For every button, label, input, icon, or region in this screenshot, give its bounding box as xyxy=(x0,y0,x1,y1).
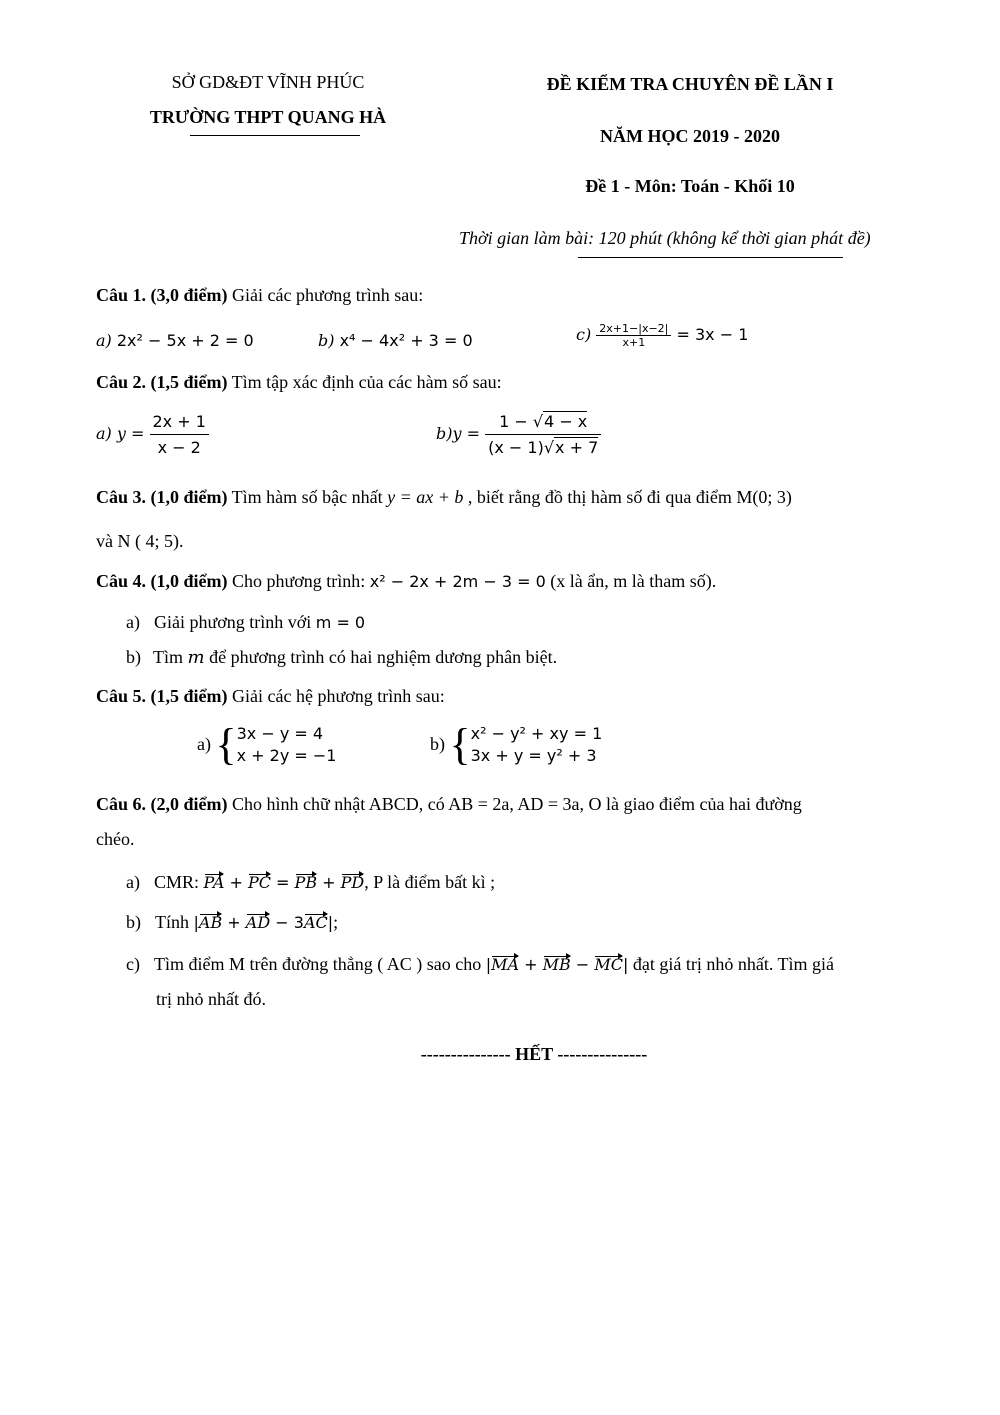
q2-a-numerator: 2x + 1 xyxy=(150,412,209,435)
q2-b-label: b)y = xyxy=(436,424,481,444)
q4-b-math: m xyxy=(187,647,205,668)
q5-b-label: b) xyxy=(430,734,445,755)
q6-c-label: c) xyxy=(126,954,140,974)
q5-part-a xyxy=(197,720,337,769)
q4-b-text: Tìm xyxy=(153,647,188,667)
q4-a-text: Giải phương trình với xyxy=(153,612,316,632)
question-5 xyxy=(96,686,445,708)
vector-pc: PC xyxy=(247,873,271,892)
q6-c-vector-expression: |MA + MB − MC| xyxy=(485,955,629,974)
vector-ma: MA xyxy=(491,955,520,974)
q5-a-system xyxy=(237,723,337,766)
question-4-text: Cho phương trình: xyxy=(227,571,370,591)
q1-a-equation: 2x² − 5x + 2 = 0 xyxy=(116,331,254,350)
q6-c-text: Tìm điểm M trên đường thẳng ( AC ) sao cho xyxy=(153,954,486,974)
q6-part-a xyxy=(126,872,495,894)
question-5-label: Câu 5. (1,5 điểm) xyxy=(96,686,228,706)
question-6-label: Câu 6. (2,0 điểm) xyxy=(96,794,228,814)
exam-title: ĐỀ KIỂM TRA CHUYÊN ĐỀ LẦN I xyxy=(546,74,834,94)
q3-function: y = ax + b xyxy=(387,487,464,507)
question-4 xyxy=(96,571,716,593)
question-2 xyxy=(96,372,502,394)
school-name: TRƯỜNG THPT QUANG HÀ xyxy=(149,107,387,127)
q6-b-label: b) xyxy=(126,912,141,932)
q2-a-label: a) y = xyxy=(96,424,145,444)
q1-b-equation: x⁴ − 4x² + 3 = 0 xyxy=(339,331,473,350)
q4-b-text-2: để phương trình có hai nghiệm dương phân biệt. xyxy=(204,647,558,667)
time-underline xyxy=(578,257,843,258)
q6-part-c xyxy=(126,954,834,976)
time-limit: Thời gian làm bài: 120 phút (không kể thời gian phát đề) xyxy=(459,228,871,248)
question-6-text: Cho hình chữ nhật ABCD, có AB = 2a, AD = 3a, O là giao điểm của hai đường xyxy=(227,794,802,814)
question-1-label: Câu 1. (3,0 điểm) xyxy=(96,285,228,305)
vector-mc: MC xyxy=(594,955,623,974)
q4-equation: x² − 2x + 2m − 3 = 0 xyxy=(369,572,546,591)
question-3-label: Câu 3. (1,0 điểm) xyxy=(96,487,228,507)
q5-b-brace: { xyxy=(449,720,471,769)
question-6-line-2: chéo. xyxy=(96,829,135,849)
school-year: NĂM HỌC 2019 - 2020 xyxy=(600,126,780,146)
q2-b-fraction xyxy=(485,412,601,457)
question-3-text-2: , biết rằng đồ thị hàm số đi qua điểm M(0; 3) xyxy=(463,487,792,507)
question-4-text-2: (x là ẩn, m là tham số). xyxy=(545,571,717,591)
q5-a-eq2: x + 2y = −1 xyxy=(236,746,337,765)
q2-b-num-prefix: 1 − xyxy=(499,412,533,431)
q1-c-fraction xyxy=(596,322,671,349)
q2-part-b xyxy=(436,412,601,457)
school-underline xyxy=(190,135,360,136)
q1-c-numerator: 2x+1−|x−2| xyxy=(596,322,671,336)
question-3 xyxy=(96,487,792,509)
q1-part-c xyxy=(576,322,748,349)
q4-part-a xyxy=(126,612,365,634)
q6-a-text: CMR: xyxy=(153,872,204,892)
q2-a-fraction xyxy=(150,412,209,457)
q2-b-den-prefix: (x − 1) xyxy=(488,438,544,458)
q5-b-eq2: 3x + y = y² + 3 xyxy=(470,746,597,765)
vector-ad: AD xyxy=(245,913,271,932)
q2-b-den-radicand: x + 7 xyxy=(555,438,599,458)
q1-part-a xyxy=(96,331,254,350)
q6-a-vector-equation: PA + PC = PB + PD xyxy=(203,873,365,892)
vector-pb: PB xyxy=(294,873,318,892)
q1-part-b xyxy=(318,331,473,350)
q4-b-label: b) xyxy=(126,647,141,667)
q5-part-b xyxy=(430,720,603,769)
q4-part-b xyxy=(126,647,557,669)
q5-a-eq1: 3x − y = 4 xyxy=(236,724,324,744)
q2-b-num-radicand: 4 − x xyxy=(544,412,588,431)
q6-a-label: a) xyxy=(126,872,140,892)
vector-mb: MB xyxy=(542,955,571,974)
vector-ac: AC xyxy=(303,913,328,932)
q5-b-system xyxy=(471,723,603,766)
q4-a-math: m = 0 xyxy=(315,613,366,632)
question-6 xyxy=(96,794,802,816)
q6-c-tail: đạt giá trị nhỏ nhất. Tìm giá xyxy=(628,954,834,974)
q2-b-numerator: 1 − √4 − x xyxy=(485,412,601,435)
question-1 xyxy=(96,285,423,307)
q1-c-denominator: x+1 xyxy=(622,336,646,350)
q2-a-denominator: x − 2 xyxy=(157,438,201,458)
q2-part-a xyxy=(96,412,209,457)
q6-b-text: Tính xyxy=(155,912,194,932)
q1-b-label: b) xyxy=(318,331,335,350)
vector-pa: PA xyxy=(203,873,225,892)
question-3-line-2: và N ( 4; 5). xyxy=(96,531,184,551)
question-4-label: Câu 4. (1,0 điểm) xyxy=(96,571,228,591)
q1-c-label: c) xyxy=(576,325,592,345)
q6-a-tail: , P là điểm bất kì ; xyxy=(364,872,496,892)
q6-b-vector-expression: |AB + AD − 3AC| xyxy=(193,913,334,932)
vector-ab: AB xyxy=(198,913,223,932)
q5-a-brace: { xyxy=(215,720,237,769)
q5-b-eq1: x² − y² + xy = 1 xyxy=(470,724,603,744)
question-5-text: Giải các hệ phương trình sau: xyxy=(227,686,445,706)
q1-c-rhs: = 3x − 1 xyxy=(676,325,749,345)
question-2-label: Câu 2. (1,5 điểm) xyxy=(96,372,228,392)
q2-b-denominator: (x − 1)√x + 7 xyxy=(488,438,599,458)
q5-a-label: a) xyxy=(197,734,211,755)
question-2-text: Tìm tập xác định của các hàm số sau: xyxy=(227,372,502,392)
q6-part-b xyxy=(126,912,338,934)
end-marker: --------------- HẾT --------------- xyxy=(420,1044,648,1064)
q6-c-line-2: trị nhỏ nhất đó. xyxy=(156,989,266,1009)
question-1-text: Giải các phương trình sau: xyxy=(227,285,424,305)
vector-pd: PD xyxy=(340,873,365,892)
q6-b-tail: ; xyxy=(333,912,339,932)
department-name: SỞ GD&ĐT VĨNH PHÚC xyxy=(171,72,365,92)
question-3-text: Tìm hàm số bậc nhất xyxy=(227,487,388,507)
q1-a-label: a) xyxy=(96,331,112,350)
q4-a-label: a) xyxy=(126,612,140,632)
subject-line: Đề 1 - Môn: Toán - Khối 10 xyxy=(585,176,795,196)
